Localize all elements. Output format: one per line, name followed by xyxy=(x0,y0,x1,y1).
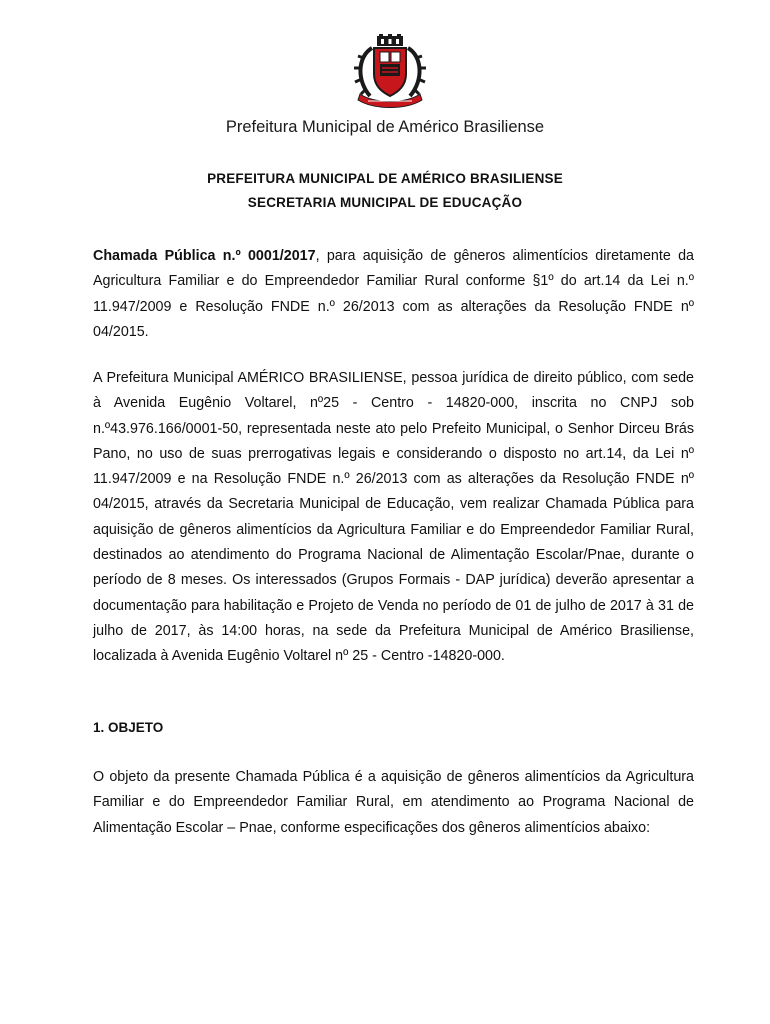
document-heading-secretaria: SECRETARIA MUNICIPAL DE EDUCAÇÃO xyxy=(247,195,523,210)
municipal-coat-of-arms-icon xyxy=(350,34,430,110)
intro-text: , para aquisição de gêneros alimentícios diretamente da Agricultura Familiar e do Empreendedor Familiar Rural conforme §1º do art.14 da Lei n.º 11.947/2009 e Resolução FNDE n.º 26/2013 com as alterações da Resolução FNDE nº 04/2015. xyxy=(93,248,694,340)
intro-paragraph xyxy=(93,244,694,345)
section-objeto-paragraph: O objeto da presente Chamada Pública é a aquisição de gêneros alimentícios da Agricultura Familiar e do Empreendedor Familiar Rural, em atendimento ao Programa Nacional de Alimentação Escolar – Pnae, conforme especificações dos gêneros alimentícios abaixo: xyxy=(93,769,694,836)
municipality-title: Prefeitura Municipal de Américo Brasiliense xyxy=(225,118,545,136)
call-number: Chamada Pública n.º 0001/2017 xyxy=(93,248,316,264)
document-heading-prefeitura: PREFEITURA MUNICIPAL DE AMÉRICO BRASILIENSE xyxy=(207,171,563,186)
section-title-objeto: 1. OBJETO xyxy=(93,720,164,735)
body-paragraph: A Prefeitura Municipal AMÉRICO BRASILIENSE, pessoa jurídica de direito público, com sede à Avenida Eugênio Voltarel, nº25 - Centro - 14820-000, inscrita no CNPJ sob n.º43.976.166/0001-50, representada neste ato pelo Prefeito Municipal, o Senhor Dirceu Brás Pano, no uso de suas prerrogativas legais e considerando o disposto no art.14, da Lei nº 11.947/2009 e na Resolução FNDE n.º 26/2013 com as alterações da Resolução FNDE nº 04/2015, através da Secretaria Municipal de Educação, vem realizar Chamada Pública para aquisição de gêneros alimentícios da Agricultura Familiar e do Empreendedor Familiar Rural, destinados ao atendimento do Programa Nacional de Alimentação Escolar/Pnae, durante o período de 8 meses. Os interessados (Grupos Formais - DAP jurídica) deverão apresentar a documentação para habilitação e Projeto de Venda no período de 01 de julho de 2017 à 31 de julho de 2017, às 14:00 horas, na sede da Prefeitura Municipal de Américo Brasiliense, localizada à Avenida Eugênio Voltarel nº 25 - Centro -14820-000. xyxy=(93,370,694,665)
